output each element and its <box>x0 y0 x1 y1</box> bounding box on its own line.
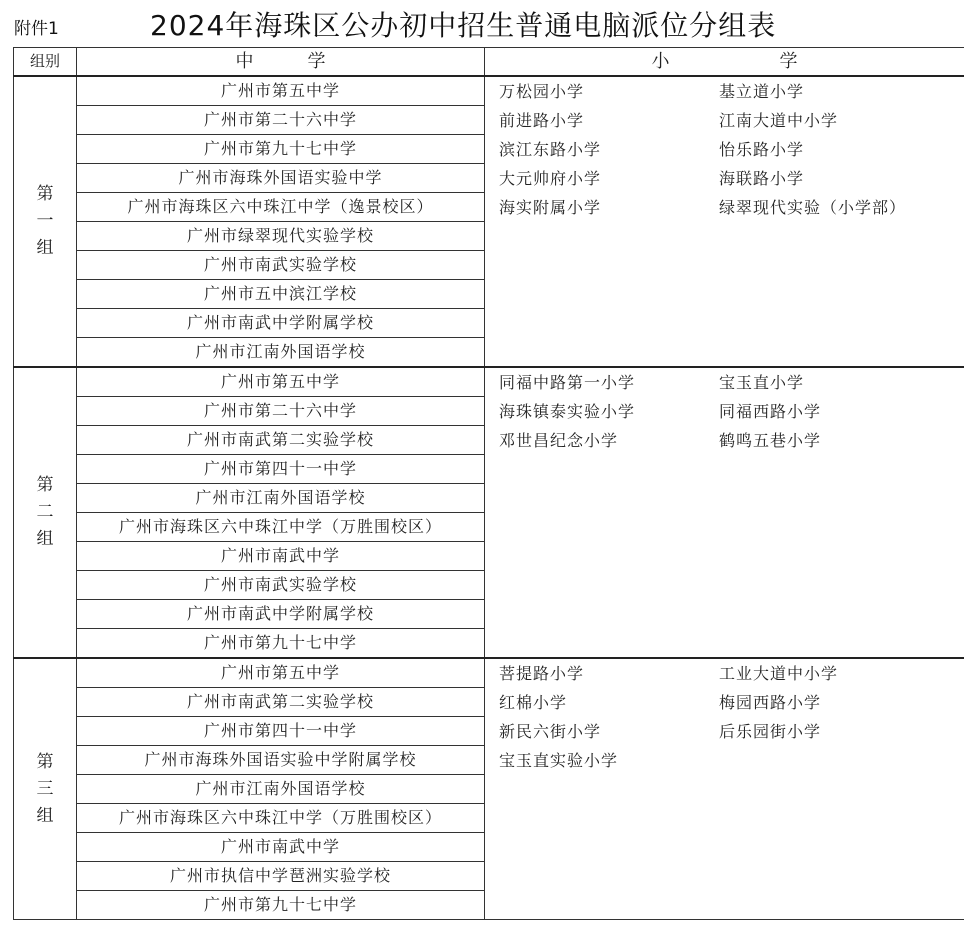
grouping-table <box>13 47 964 920</box>
table-body <box>14 76 965 920</box>
middle-school-cell: 广州市第九十七中学 <box>77 891 485 920</box>
middle-school-cell: 广州市五中滨江学校 <box>77 280 485 309</box>
table-row <box>14 367 965 397</box>
primary-school-item: 梅园西路小学 <box>719 693 822 712</box>
middle-school-cell: 广州市南武第二实验学校 <box>77 688 485 717</box>
primary-school-item: 江南大道中小学 <box>719 111 839 130</box>
primary-schools-cell <box>485 76 965 367</box>
middle-school-cell: 广州市海珠外国语实验中学附属学校 <box>77 746 485 775</box>
group-label-char: 组 <box>36 805 54 826</box>
middle-school-cell: 广州市江南外国语学校 <box>77 484 485 513</box>
group-label-char: 组 <box>36 238 54 258</box>
middle-school-cell: 广州市江南外国语学校 <box>77 775 485 804</box>
middle-school-cell: 广州市第九十七中学 <box>77 135 485 164</box>
page-title: 2024年海珠区公办初中招生普通电脑派位分组表 <box>150 9 777 42</box>
primary-school-item: 新民六街小学 <box>499 722 602 741</box>
header-middle-char-2: 学 <box>307 51 326 72</box>
group-label-cell <box>14 76 77 367</box>
header-middle-char-1: 中 <box>235 51 254 72</box>
middle-school-cell: 广州市江南外国语学校 <box>77 338 485 368</box>
primary-schools-list <box>485 368 964 455</box>
group-label-char: 三 <box>36 778 54 799</box>
header-middle-school <box>77 48 485 77</box>
primary-school-item: 前进路小学 <box>499 111 585 130</box>
middle-school-cell: 广州市第四十一中学 <box>77 455 485 484</box>
middle-school-cell: 广州市南武实验学校 <box>77 571 485 600</box>
primary-schools-cell <box>485 367 965 658</box>
grouping-table-container <box>13 47 964 925</box>
group-label-char: 第 <box>36 184 54 204</box>
primary-school-item: 工业大道中小学 <box>719 664 839 683</box>
middle-school-cell: 广州市第五中学 <box>77 367 485 397</box>
header-primary-char-1: 小 <box>651 51 670 72</box>
primary-school-item: 同福中路第一小学 <box>499 373 636 392</box>
primary-school-item: 滨江东路小学 <box>499 140 602 159</box>
group-label-char: 第 <box>36 751 54 772</box>
middle-school-cell: 广州市第二十六中学 <box>77 106 485 135</box>
group-label-cell <box>14 658 77 920</box>
middle-school-cell: 广州市执信中学琶洲实验学校 <box>77 862 485 891</box>
primary-school-item: 大元帅府小学 <box>499 169 602 188</box>
middle-school-cell: 广州市第二十六中学 <box>77 397 485 426</box>
primary-school-item: 海实附属小学 <box>499 198 602 217</box>
primary-school-item: 宝玉直实验小学 <box>499 751 619 770</box>
group-label-char: 组 <box>36 529 54 549</box>
middle-school-cell: 广州市南武实验学校 <box>77 251 485 280</box>
primary-school-item: 怡乐路小学 <box>719 140 805 159</box>
header-primary-school <box>485 48 965 77</box>
middle-school-cell: 广州市第四十一中学 <box>77 717 485 746</box>
group-label-char: 第 <box>36 475 54 495</box>
middle-school-cell: 广州市南武中学附属学校 <box>77 600 485 629</box>
primary-school-item: 红棉小学 <box>499 693 568 712</box>
primary-school-item: 基立道小学 <box>719 82 805 101</box>
primary-schools-list <box>485 77 964 222</box>
middle-school-cell: 广州市海珠外国语实验中学 <box>77 164 485 193</box>
table-header <box>14 48 965 77</box>
primary-school-item: 同福西路小学 <box>719 402 822 421</box>
middle-school-cell: 广州市第五中学 <box>77 76 485 106</box>
header-primary-char-2: 学 <box>779 51 798 72</box>
primary-schools-list <box>485 659 964 775</box>
primary-school-item: 宝玉直小学 <box>719 373 805 392</box>
middle-school-cell: 广州市海珠区六中珠江中学（万胜围校区） <box>77 513 485 542</box>
middle-school-cell: 广州市第九十七中学 <box>77 629 485 659</box>
middle-school-cell: 广州市南武中学 <box>77 542 485 571</box>
annex-label: 附件1 <box>14 19 59 39</box>
header-group: 组别 <box>14 48 77 77</box>
group-label-char: 二 <box>36 502 54 522</box>
middle-school-cell: 广州市绿翠现代实验学校 <box>77 222 485 251</box>
middle-school-cell: 广州市海珠区六中珠江中学（逸景校区） <box>77 193 485 222</box>
primary-school-item: 后乐园街小学 <box>719 722 822 741</box>
primary-school-item: 邓世昌纪念小学 <box>499 431 619 450</box>
middle-school-cell: 广州市南武第二实验学校 <box>77 426 485 455</box>
middle-school-cell: 广州市南武中学附属学校 <box>77 309 485 338</box>
group-label-char: 一 <box>36 211 54 231</box>
table-row <box>14 76 965 106</box>
primary-school-item: 海珠镇泰实验小学 <box>499 402 636 421</box>
middle-school-cell: 广州市第五中学 <box>77 658 485 688</box>
primary-school-item: 万松园小学 <box>499 82 585 101</box>
primary-schools-cell <box>485 658 965 920</box>
middle-school-cell: 广州市海珠区六中珠江中学（万胜围校区） <box>77 804 485 833</box>
primary-school-item: 海联路小学 <box>719 169 805 188</box>
group-label-cell <box>14 367 77 658</box>
primary-school-item: 绿翠现代实验（小学部） <box>719 198 907 217</box>
middle-school-cell: 广州市南武中学 <box>77 833 485 862</box>
primary-school-item: 菩提路小学 <box>499 664 585 683</box>
table-row <box>14 658 965 688</box>
primary-school-item: 鹤鸣五巷小学 <box>719 431 822 450</box>
